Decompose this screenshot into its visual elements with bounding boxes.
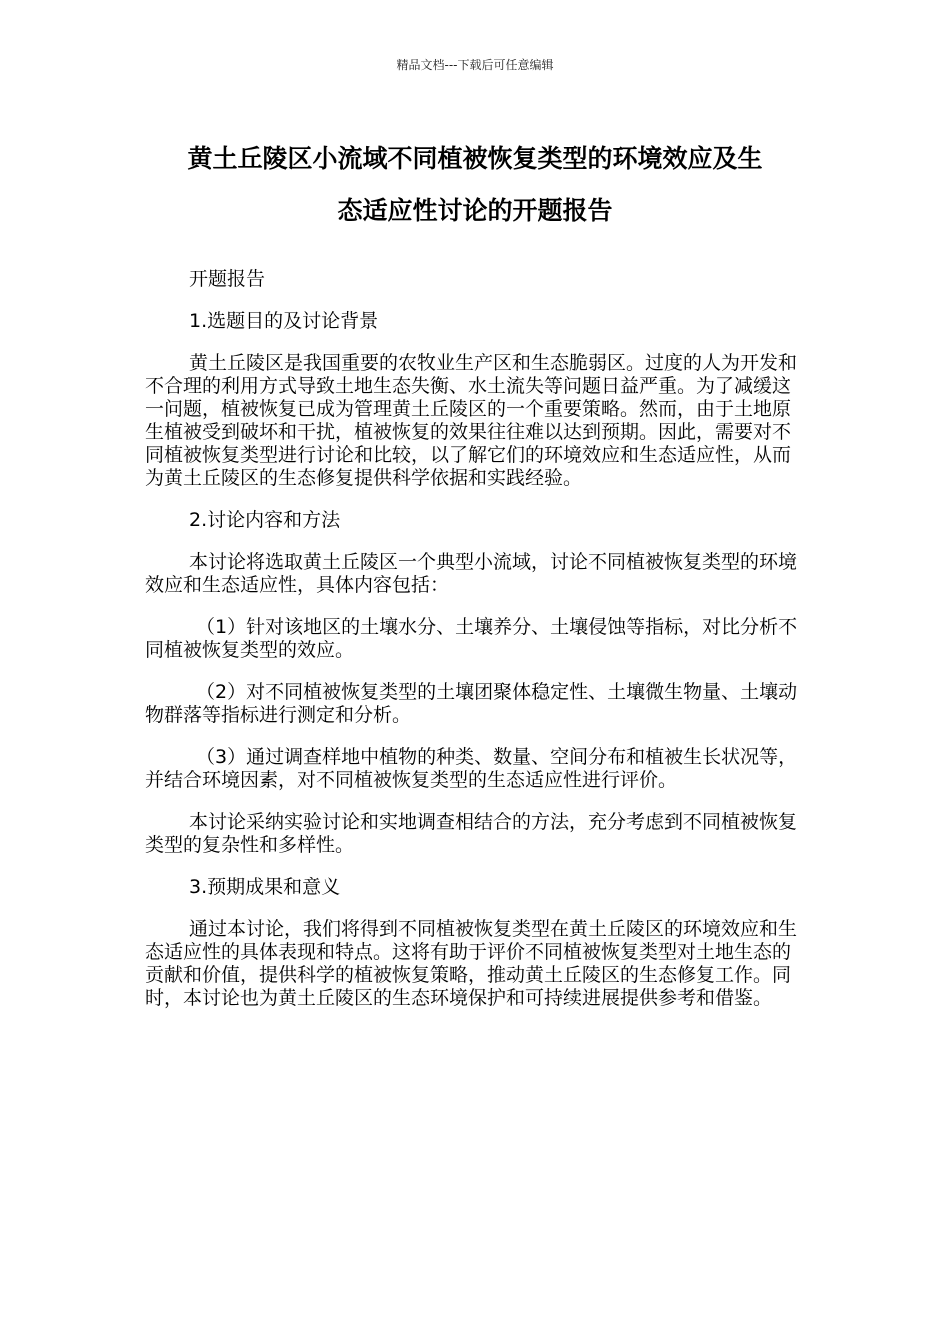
list-item-1: （1）针对该地区的土壤水分、土壤养分、土壤侵蚀等指标，对比分析不同植被恢复类型的效应。 [145, 616, 798, 661]
section-heading-2: 2.讨论内容和方法 [189, 509, 341, 531]
document-title-line-1: 黄土丘陵区小流域不同植被恢复类型的环境效应及生 [187, 144, 763, 173]
paragraph-method: 本讨论采纳实验讨论和实地调查相结合的方法，充分考虑到不同植被恢复类型的复杂性和多样性。 [145, 811, 798, 856]
list-item-2: （2）对不同植被恢复类型的土壤团聚体稳定性、土壤微生物量、土壤动物群落等指标进行测定和分析。 [145, 681, 798, 726]
section-heading-3: 3.预期成果和意义 [189, 876, 341, 898]
list-item-3: （3）通过调查样地中植物的种类、数量、空间分布和植被生长状况等，并结合环境因素，对不同植被恢复类型的生态适应性进行评价。 [145, 746, 798, 791]
header-note: 精品文档---下载后可任意编辑 [396, 58, 554, 72]
paragraph-background: 黄土丘陵区是我国重要的农牧业生产区和生态脆弱区。过度的人为开发和不合理的利用方式导致土地生态失衡、水土流失等问题日益严重。为了减缓这一问题，植被恢复已成为管理黄土丘陵区的一个重要策略。然而，由于土地原生植被受到破坏和干扰，植被恢复的效果往往难以达到预期。因此，需要对不同植被恢复类型进行讨论和比较，以了解它们的环境效应和生态适应性，从而为黄土丘陵区的生态修复提供科学依据和实践经验。 [145, 352, 798, 489]
document-title-line-2: 态适应性讨论的开题报告 [337, 196, 613, 225]
paragraph-content-intro: 本讨论将选取黄土丘陵区一个典型小流域，讨论不同植被恢复类型的环境效应和生态适应性，具体内容包括： [145, 551, 798, 596]
paragraph-outcomes: 通过本讨论，我们将得到不同植被恢复类型在黄土丘陵区的环境效应和生态适应性的具体表现和特点。这将有助于评价不同植被恢复类型对土地生态的贡献和价值，提供科学的植被恢复策略，推动黄土丘陵区的生态修复工作。同时，本讨论也为黄土丘陵区的生态环境保护和可持续进展提供参考和借鉴。 [145, 918, 798, 1009]
document-body [145, 268, 807, 1029]
section-label: 开题报告 [189, 268, 266, 290]
section-heading-1: 1.选题目的及讨论背景 [189, 310, 379, 332]
document-title [130, 133, 820, 237]
